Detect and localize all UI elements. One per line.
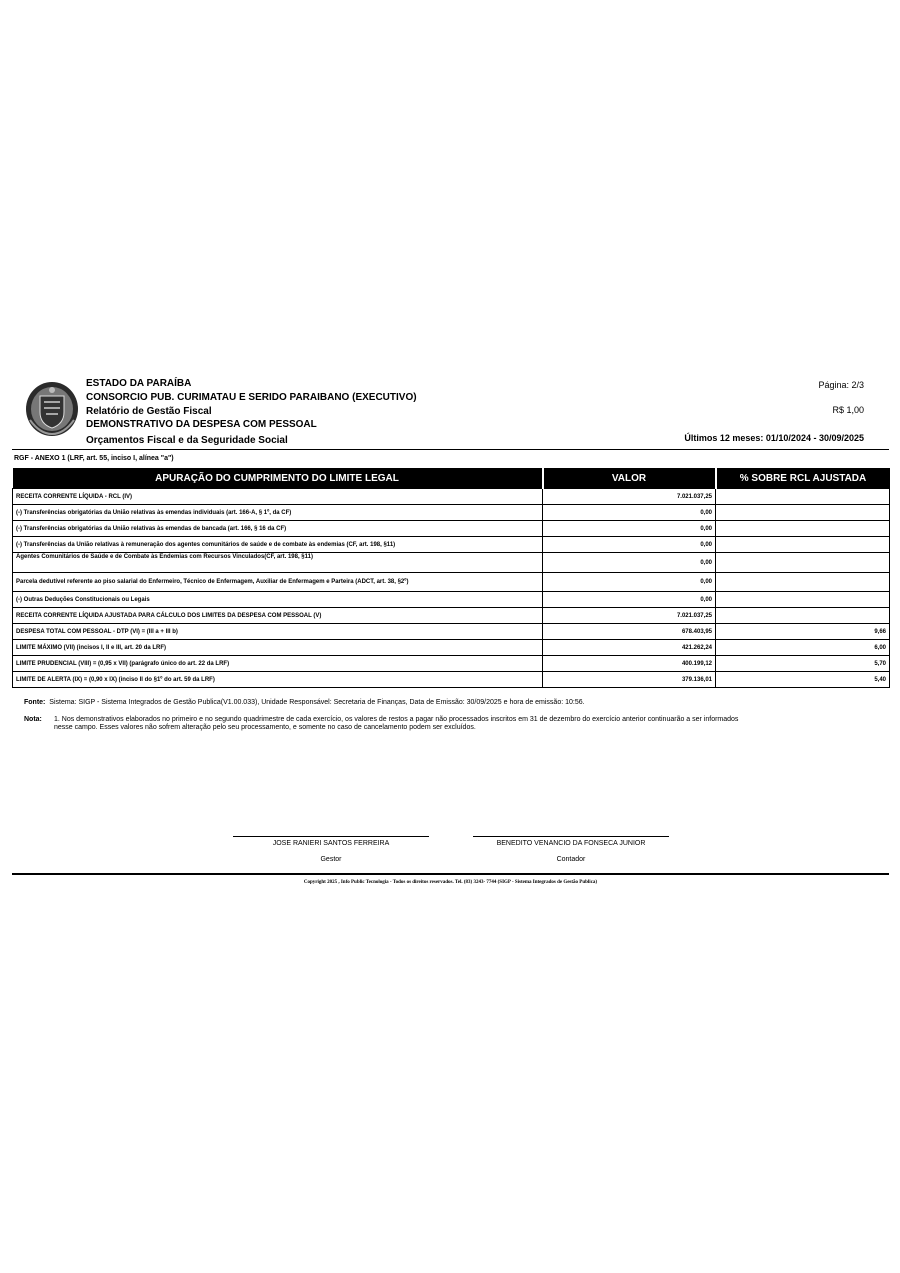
row-percentage — [716, 608, 890, 624]
signatory-name: JOSE RANIERI SANTOS FERREIRA — [272, 840, 390, 847]
table-row — [13, 592, 890, 608]
column-header-calculation: APURAÇÃO DO CUMPRIMENTO DO LIMITE LEGAL — [13, 468, 543, 489]
reporting-period: Últimos 12 meses: 01/10/2024 - 30/09/2025 — [684, 433, 864, 443]
note-label: Nota: — [24, 716, 42, 723]
row-label: LIMITE MÁXIMO (VII) (incisos I, II e III, art. 20 da LRF) — [13, 640, 543, 656]
row-percentage: 5,70 — [716, 656, 890, 672]
row-label: (-) Transferências da União relativas à remuneração dos agentes comunitários de saúde e de combate às endemias (CF, art. 198, §11) — [13, 537, 543, 553]
table-row — [13, 521, 890, 537]
entity-name: CONSORCIO PUB. CURIMATAU E SERIDO PARAIBANO (EXECUTIVO) — [86, 392, 417, 403]
table-row — [13, 672, 890, 688]
table-row — [13, 624, 890, 640]
row-label: DESPESA TOTAL COM PESSOAL - DTP (VI) = (III a + III b) — [13, 624, 543, 640]
row-value: 0,00 — [543, 505, 716, 521]
row-percentage — [716, 521, 890, 537]
coat-of-arms-seal — [24, 380, 80, 438]
signature-manager — [233, 836, 429, 863]
header-divider — [12, 449, 889, 450]
currency-unit: R$ 1,00 — [832, 405, 864, 415]
page-number: Página: 2/3 — [818, 380, 864, 390]
note-text: 1. Nos demonstrativos elaborados no primeiro e no segundo quadrimestre de cada exercício, os valores de restos a pagar não processados inscritos em 31 de dezembro do exercício anterior continuarão a ser informados nesse campo. Esses valores não sofrem alteração pelo seu processamento, e somente no caso de cancelamento podem ser excluídos. — [54, 716, 739, 731]
report-title: Relatório de Gestão Fiscal — [86, 406, 212, 417]
limit-compliance-table — [12, 468, 890, 688]
row-label: (-) Transferências obrigatórias da União relativas às emendas de bancada (art. 166, § 16 da CF) — [13, 521, 543, 537]
row-percentage — [716, 505, 890, 521]
row-percentage: 5,40 — [716, 672, 890, 688]
row-label: LIMITE PRUDENCIAL (VIII) = (0,95 x VII) (parágrafo único do art. 22 da LRF) — [13, 656, 543, 672]
row-percentage — [716, 592, 890, 608]
column-header-percentage: % SOBRE RCL AJUSTADA — [716, 468, 890, 489]
row-value: 0,00 — [543, 521, 716, 537]
signature-line — [233, 836, 429, 837]
table-row — [13, 608, 890, 624]
row-value: 7.021.037,25 — [543, 489, 716, 505]
signatory-role: Contador — [556, 856, 586, 863]
row-value: 0,00 — [543, 592, 716, 608]
row-label: Agentes Comunitários de Saúde e de Combate às Endemias com Recursos Vinculados(CF, art. 198, §11) — [13, 553, 543, 573]
row-value: 421.262,24 — [543, 640, 716, 656]
annex-reference: RGF - ANEXO 1 (LRF, art. 55, inciso I, alínea "a") — [14, 455, 174, 462]
row-value: 0,00 — [543, 553, 716, 573]
row-value: 0,00 — [543, 537, 716, 553]
signatory-name: BENEDITO VENANCIO DA FONSECA JUNIOR — [496, 840, 646, 847]
state-name: ESTADO DA PARAÍBA — [86, 378, 192, 389]
signature-accountant — [473, 836, 669, 863]
table-row — [13, 505, 890, 521]
row-label: RECEITA CORRENTE LÍQUIDA AJUSTADA PARA CÁLCULO DOS LIMITES DA DESPESA COM PESSOAL (V) — [13, 608, 543, 624]
source-line — [24, 699, 585, 706]
row-label: Parcela dedutível referente ao piso salarial do Enfermeiro, Técnico de Enfermagem, Auxiliar de Enfermagem e Parteira (ADCT, art. 38, §2º) — [13, 573, 543, 592]
row-percentage: 6,00 — [716, 640, 890, 656]
row-label: (-) Outras Deduções Constitucionais ou Legais — [13, 592, 543, 608]
table-row — [13, 573, 890, 592]
footer-divider — [12, 873, 889, 875]
budget-scope: Orçamentos Fiscal e da Seguridade Social — [86, 435, 288, 446]
row-label: (-) Transferências obrigatórias da União relativas às emendas individuais (art. 166-A, § 1º, da CF) — [13, 505, 543, 521]
signature-line — [473, 836, 669, 837]
row-percentage — [716, 553, 890, 573]
row-value: 400.199,12 — [543, 656, 716, 672]
row-label: RECEITA CORRENTE LÍQUIDA - RCL (IV) — [13, 489, 543, 505]
table-row — [13, 537, 890, 553]
row-percentage — [716, 537, 890, 553]
table-header-row — [13, 468, 890, 489]
row-value: 0,00 — [543, 573, 716, 592]
row-value: 678.403,95 — [543, 624, 716, 640]
row-percentage — [716, 573, 890, 592]
table-row — [13, 640, 890, 656]
source-label: Fonte: — [24, 699, 46, 706]
copyright-notice: Copyright 2025 , Info Public Tecnologia - Todos os direitos reservados. Tel. (83) 3243- 7744 (SIGP - Sistema Integrados de Gestão Publica) — [303, 880, 598, 885]
source-text: Sistema: SIGP - Sistema Integrados de Gestão Publica(V1.00.033), Unidade Responsável: Secretaria de Finanças, Data de Emissão: 30/09/2025 e hora de emissão: 10:56. — [49, 699, 585, 706]
table-row — [13, 489, 890, 505]
statement-title: DEMONSTRATIVO DA DESPESA COM PESSOAL — [86, 419, 317, 430]
table-row — [13, 656, 890, 672]
row-percentage: 9,66 — [716, 624, 890, 640]
row-value: 379.136,01 — [543, 672, 716, 688]
row-percentage — [716, 489, 890, 505]
row-value: 7.021.037,25 — [543, 608, 716, 624]
table-row — [13, 553, 890, 573]
column-header-value: VALOR — [543, 468, 716, 489]
row-label: LIMITE DE ALERTA (IX) = (0,90 x IX) (inciso II do §1º do art. 59 da LRF) — [13, 672, 543, 688]
signatory-role: Gestor — [320, 856, 342, 863]
